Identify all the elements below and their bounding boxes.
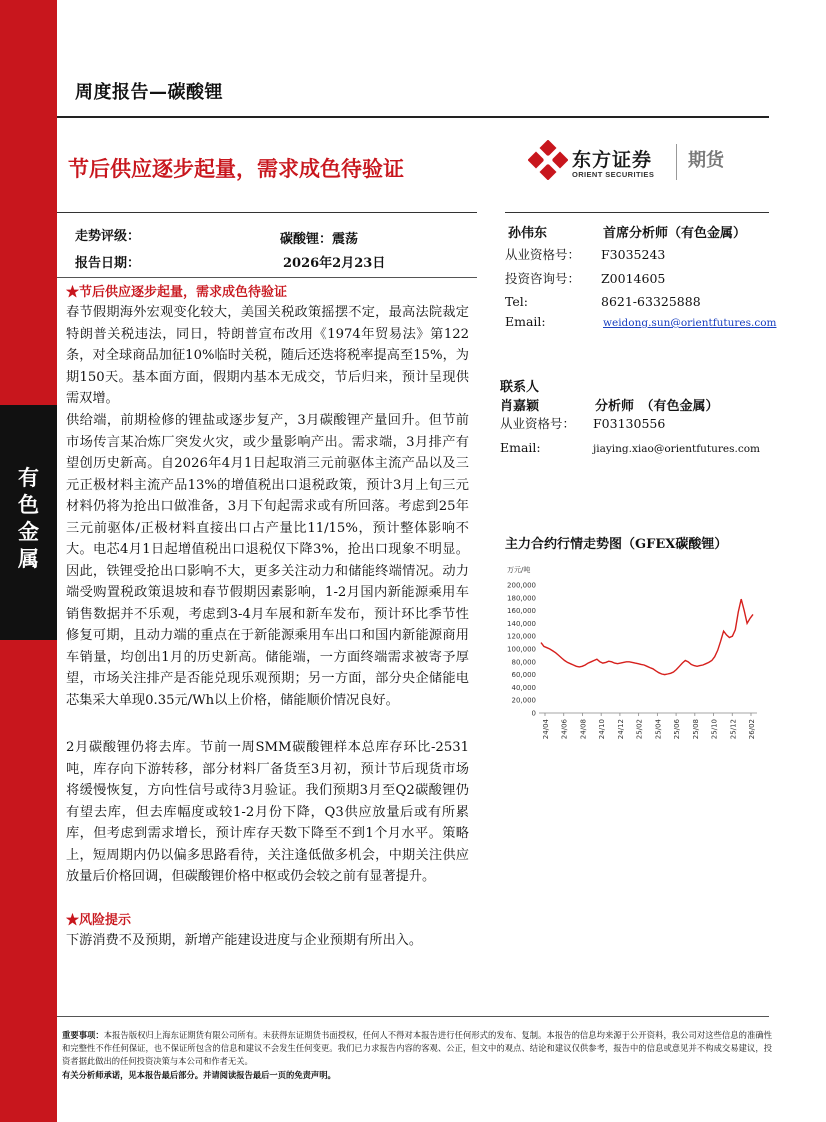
paragraph-2: 供给端，前期检修的锂盐或逐步复产，3月碳酸锂产量回升。但节前市场传言某冶炼厂突发火灾，或少量影响产出。需求端，3月排产有望创历史新高。自2026年4月1日起取消三元前驱体主流产品以及三元正极材料主流产品13%的增值税出口退税政策，预计3月上旬三元材料仍将为抢出口做准备，3月下旬起需求或有所回落。考虑到25年三元前驱体/正极材料直接出口占产量比11/15%，预计整体影响不大。电芯4月1日起增值税出口退税仅下降3%，抢出口现象不明显。因此，铁锂受抢出口影响不大，更多关注动力和储能终端情况。动力端受购置税政策退坡和春节假期因素影响，1-2月国内新能源乘用车销售数据并不乐观，考虑到3-4月车展和新车发布，预计环比季节性修复可期，且动力端的重点在于新能源乘用车出口和国内新能源商用车销量，均创出1月的历史新高。储能端，一方面终端需求被寄予厚望，市场关注排产是否能兑现乐观预期；另一方面，部分央企储能电芯集采大单现0.35元/Wh以上价格，储能顺价情况良好。: [66, 413, 469, 708]
sector-tag-char: 属: [18, 547, 39, 571]
analyst-cert: F3035243: [601, 247, 666, 262]
sidebar: [0, 0, 57, 1122]
x-tick-label: 25/12: [729, 719, 738, 740]
analyst-name: 孙伟东: [508, 226, 548, 241]
y-tick-label: 60,000: [511, 671, 536, 680]
disclaimer: [62, 1029, 772, 1082]
analyst-title: 首席分析师（有色金属）: [603, 226, 747, 241]
headline: 节后供应逐步起量，需求成色待验证: [68, 157, 404, 181]
contact-cert-label: 从业资格号：: [500, 416, 576, 431]
analyst-cert-label: 从业资格号：: [505, 247, 581, 262]
rating-text: 震荡: [332, 232, 359, 247]
y-tick-label: 160,000: [507, 607, 536, 616]
brand-futures: 期货: [688, 150, 724, 171]
y-tick-label: 0: [531, 709, 536, 718]
risk-title: ★风险提示: [66, 913, 132, 928]
brand-separator: [676, 144, 677, 180]
x-tick-label: 25/08: [691, 719, 700, 740]
sector-tag-char: 色: [18, 493, 39, 517]
report-date: 2026年2月23日: [283, 256, 386, 271]
paragraph-3: 2月碳酸锂仍将去库。节前一周SMM碳酸锂样本总库存环比-2531吨，库存向下游转移，部分材料厂备货至3月初，预计节后现货市场将缓慢恢复，方向性信号或待3月验证。我们预期3月至Q2碳酸锂仍有望去库，但去库幅度或较1-2月份下降，Q3供应放量后或有所累库，但考虑到需求增长，预计库存天数下降至不到1个月水平。策略上，短周期内仍以偏多思路看待，关注逢低做多机会，中期关注供应放量后价格回调，但碳酸锂价格中枢或仍会较之前有显著提升。: [66, 740, 469, 884]
contact-cert: F03130556: [593, 416, 666, 431]
disclaimer-divider: [57, 1016, 769, 1017]
y-axis-label: 万元/吨: [507, 566, 531, 574]
contact-email-label: Email:: [500, 439, 541, 455]
y-tick-label: 80,000: [511, 658, 536, 667]
contact-heading: 联系人: [500, 380, 540, 395]
disclaimer-footer: 有关分析师承诺，见本报告最后部分。并请阅读报告最后一页的免责声明。: [62, 1069, 336, 1080]
rating-value: [280, 228, 358, 247]
price-chart-svg: [505, 560, 769, 758]
x-tick-label: 25/02: [635, 719, 644, 740]
analyst-tel-label: Tel:: [505, 294, 528, 309]
meta-divider-left: [57, 212, 477, 213]
disclaimer-lead: 重要事项：: [62, 1030, 104, 1040]
paragraph-1: 春节假期海外宏观变化较大，美国关税政策摇摆不定，最高法院裁定特朗普关税违法，同日，特朗普宣布改用《1974年贸易法》第122条，对全球商品加征10%临时关税，随后还迭将税率提高至15%，为期150天。基本面方面，假期内基本无成交，节后归来，预计呈现供需双增。: [66, 305, 469, 406]
sector-tag-char: 有: [18, 466, 39, 490]
price-series-line: [541, 599, 753, 675]
x-tick-label: 25/04: [654, 719, 663, 740]
x-tick-label: 25/10: [710, 719, 719, 740]
meta-divider-right: [505, 212, 769, 213]
x-tick-label: 25/06: [673, 719, 682, 740]
brand-name-en: ORIENT SECURITIES: [572, 170, 655, 179]
analyst-email-link[interactable]: weidong.sun@orientfutures.com: [603, 317, 777, 329]
x-tick-label: 24/12: [616, 719, 625, 740]
y-tick-label: 140,000: [507, 619, 536, 628]
y-tick-label: 120,000: [507, 632, 536, 641]
orient-logo-icon: [528, 140, 568, 180]
y-tick-label: 200,000: [507, 581, 536, 590]
section-title: ★节后供应逐步起量，需求成色待验证: [66, 285, 288, 300]
contact-email: jiaying.xiao@orientfutures.com: [593, 442, 760, 455]
y-tick-label: 100,000: [507, 645, 536, 654]
x-tick-label: 24/08: [579, 719, 588, 740]
analyst-consult: Z0014605: [601, 270, 666, 286]
sector-tag-char: 金: [18, 520, 39, 544]
x-tick-label: 24/10: [598, 719, 607, 740]
contact-cert-row: [500, 412, 760, 461]
analyst-tel: 8621-63325888: [601, 294, 701, 309]
price-chart: [505, 560, 769, 758]
report-date-label: 报告日期：: [75, 256, 141, 271]
disclaimer-text: 本报告版权归上海东证期货有限公司所有。未获得东证期货书面授权，任何人不得对本报告进行任何形式的发布、复制。本报告的信息均来源于公开资料，我公司对这些信息的准确性和完整性不作任何保证，也不保证所包含的信息和建议不会发生任何变更。我们已力求报告内容的客观、公正，但文中的观点、结论和建议仅供参考，报告中的信息或意见并不构成交易建议，投资者据此做出的任何投资决策与本公司和作者无关。: [62, 1030, 772, 1067]
sector-tag: [0, 465, 57, 573]
y-tick-label: 180,000: [507, 594, 536, 603]
rating-item: 碳酸锂：: [280, 232, 333, 247]
analyst-consult-label: 投资咨询号：: [505, 270, 581, 286]
analyst-cert-row: [505, 243, 701, 314]
x-tick-label: 26/02: [748, 719, 756, 740]
analyst-email-label: Email:: [505, 314, 546, 329]
brand-logo: [528, 140, 763, 182]
contact-name: 肖嘉颖: [500, 399, 540, 414]
risk-text: 下游消费不及预期，新增产能建设进度与企业预期有所出入。: [66, 933, 423, 948]
y-tick-label: 40,000: [511, 683, 536, 692]
brand-name: 东方证券: [572, 149, 653, 171]
rating-label: 走势评级：: [75, 229, 141, 244]
contact-title: 分析师 （有色金属）: [595, 399, 719, 414]
x-tick-label: 24/06: [560, 719, 569, 740]
meta-divider-bottom: [57, 277, 477, 278]
y-tick-label: 20,000: [511, 696, 536, 705]
report-type: 周度报告—碳酸锂: [75, 82, 223, 103]
header-divider: [57, 116, 769, 118]
x-tick-label: 24/04: [542, 719, 550, 740]
chart-title: 主力合约行情走势图（GFEX碳酸锂）: [505, 537, 728, 552]
